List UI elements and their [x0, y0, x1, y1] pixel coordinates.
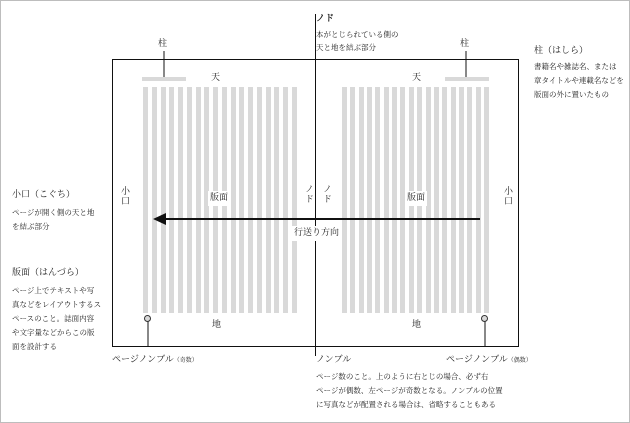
koguchi-title: 小口（こぐち） [12, 190, 76, 200]
hanzura-desc-3: ペースのこと。誌面内容 [12, 314, 95, 323]
left-chi-label: 地 [210, 318, 223, 333]
hanzura-desc-2: 真などをレイアウトするス [12, 300, 102, 309]
arrow-head [153, 213, 166, 225]
nombre-desc-3: に写真などが配置される場合は、省略することもある [316, 400, 496, 409]
nombre-title: ノンブル [316, 355, 352, 365]
left-koguchi-label: 小口 [119, 186, 129, 206]
hanzura-desc-5: 面を設計する [12, 342, 57, 351]
hashira-desc-2: 章タイトルや連載名などを [534, 76, 624, 85]
hashira-title: 柱（はしら） [534, 46, 589, 56]
nombre-desc-2: ページが偶数、左ページが奇数となる。ノンブルの位置 [316, 386, 503, 395]
left-nombre-sub: （奇数） [173, 357, 198, 364]
left-hashira-label: 柱 [158, 39, 168, 49]
hanzura-desc-4: や文字量などからこの版 [12, 328, 95, 337]
right-chi-label: 地 [410, 318, 423, 333]
koguchi-desc-2: を結ぶ部分 [12, 222, 50, 231]
right-nombre-sub: （偶数） [507, 357, 532, 364]
hashira-desc-3: 版面の外に置いたもの [534, 90, 609, 99]
nodo-desc-1: 本がとじられている側の [316, 30, 399, 39]
koguchi-desc-1: ページが開く側の天と地 [12, 208, 95, 217]
hanzura-title: 版面（はんづら） [12, 268, 84, 278]
left-nombre-main: ページノンブル [112, 355, 174, 365]
right-nodo-label: ノド [321, 184, 331, 204]
left-ten-label: 天 [209, 71, 222, 86]
nombre-desc-1: ページ数のこと。上のように右とじの場合、必ず右 [316, 372, 489, 381]
left-nodo-label: ノド [303, 184, 313, 204]
direction-label: 行送り方向 [292, 226, 341, 241]
right-koguchi-label: 小口 [502, 186, 512, 206]
nodo-desc-2: 天と地を結ぶ部分 [316, 43, 376, 52]
left-hanmen-label: 版面 [208, 191, 230, 206]
hashira-desc-1: 書籍名や雑誌名、または [534, 62, 617, 71]
right-hanmen-label: 版面 [405, 191, 427, 206]
right-nombre-main: ページノンブル [446, 355, 508, 365]
nodo-title: ノド [316, 14, 335, 24]
right-hashira-label: 柱 [460, 39, 470, 49]
hanzura-desc-1: ページ上でテキストや写 [12, 286, 95, 295]
right-ten-label: 天 [410, 71, 423, 86]
